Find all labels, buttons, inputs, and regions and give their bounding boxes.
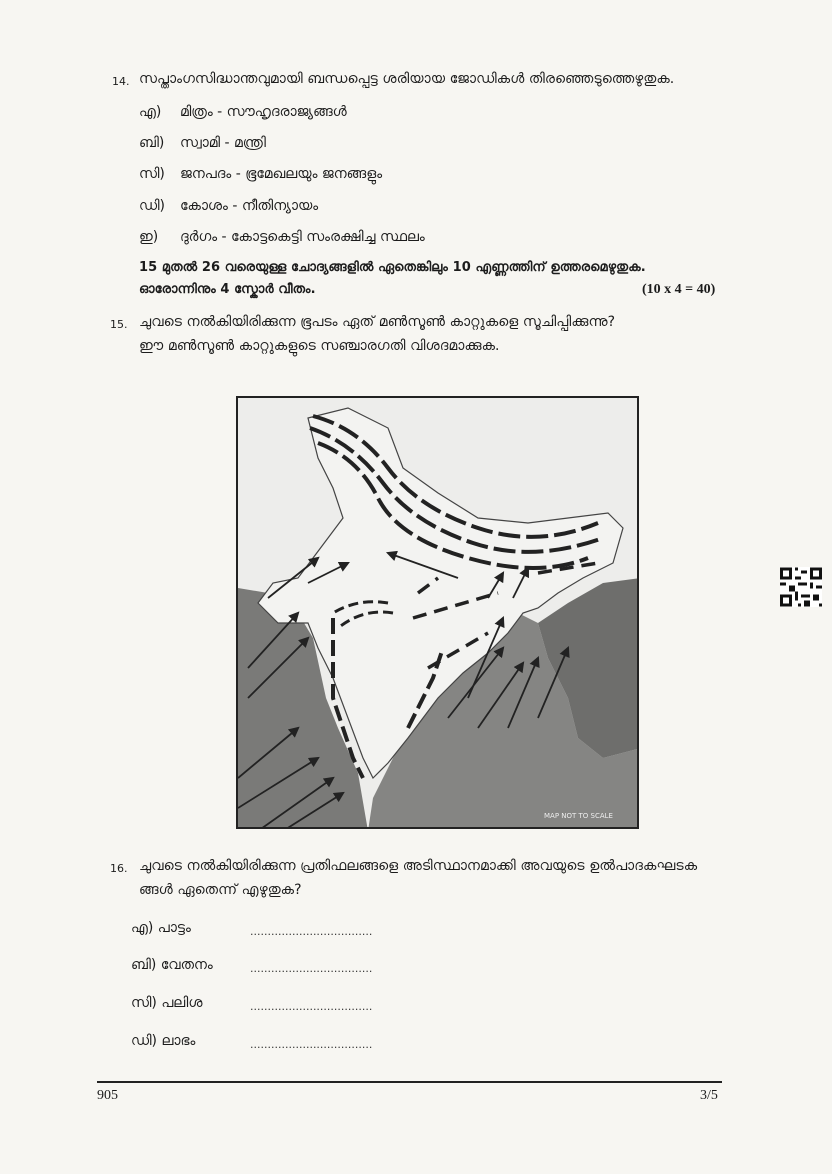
q16-item-c-label: സി) പലിശ — [131, 995, 203, 1011]
question-14-number: 14. — [112, 75, 130, 88]
q16-item-d-answer-line[interactable]: ................................... — [250, 1038, 373, 1051]
q16-item-b-answer-line[interactable]: ................................... — [250, 962, 373, 975]
qr-code-pattern — [780, 567, 822, 607]
q14-option-e-label: ഇ) — [139, 229, 159, 245]
footer-divider — [97, 1081, 722, 1083]
q16-item-c-answer-line[interactable]: ................................... — [250, 1000, 373, 1013]
map-caption: MAP NOT TO SCALE — [544, 812, 613, 820]
q14-option-a-text: മിത്രം - സൗഹൃദരാജ്യങ്ങൾ — [180, 104, 347, 120]
monsoon-map-drawing — [238, 398, 639, 829]
q14-option-b-text: സ്വാമി - മന്ത്രി — [180, 135, 266, 151]
q14-option-a-label: എ) — [139, 104, 162, 120]
question-16-line-1: ചുവടെ നൽകിയിരിക്കുന്ന പ്രതിഫലങ്ങളെ അടിസ്ഥാനമാക്കി അവയുടെ ഉൽപാദകഘടക — [139, 858, 698, 874]
q14-option-b-label: ബി) — [139, 135, 165, 151]
question-15-number: 15. — [110, 318, 128, 331]
monsoon-map — [236, 396, 639, 829]
instruction-marks: (10 x 4 = 40) — [642, 282, 716, 297]
qr-code — [780, 567, 822, 607]
footer-code: 905 — [97, 1088, 118, 1103]
q14-option-c-label: സി) — [139, 166, 165, 182]
question-16-line-2: ങ്ങൾ ഏതെന്ന് എഴുതുക? — [139, 882, 302, 898]
q16-item-d-label: ഡി) ലാഭം — [131, 1033, 196, 1049]
q14-option-d-text: കോശം - നീതിന്യായം — [180, 198, 319, 214]
q16-item-b-label: ബി) വേതനം — [131, 957, 213, 973]
q16-item-a-label: എ) പാട്ടം — [131, 920, 191, 936]
q14-option-c-text: ജനപദം - ഭൂമേഖലയും ജനങ്ങളും — [180, 166, 383, 182]
instruction-line-2: ഓരോന്നിനും 4 സ്കോർ വീതം. — [139, 282, 316, 297]
instruction-line-1: 15 മുതൽ 26 വരെയുള്ള ചോദ്യങ്ങളിൽ ഏതെങ്കിലും 10 എണ്ണത്തിന് ഉത്തരമെഴുതുക. — [139, 260, 646, 275]
q14-option-d-label: ഡി) — [139, 198, 166, 214]
q14-option-e-text: ദുർഗം - കോട്ടകെട്ടി സംരക്ഷിച്ച സ്ഥലം — [180, 229, 425, 245]
footer-page-number: 3/5 — [700, 1088, 718, 1103]
question-15-line-2: ഈ മൺസൂൺ കാറ്റുകളുടെ സഞ്ചാരഗതി വിശദമാക്കുക. — [139, 338, 500, 354]
question-14-text: സപ്താംഗസിദ്ധാന്തവുമായി ബന്ധപ്പെട്ട ശരിയായ ജോഡികൾ തിരഞ്ഞെടുത്തെഴുതുക. — [139, 71, 675, 87]
question-16-number: 16. — [110, 862, 128, 875]
question-15-line-1: ചുവടെ നൽകിയിരിക്കുന്ന ഭൂപടം ഏത് മൺസൂൺ കാറ്റുകളെ സൂചിപ്പിക്കുന്നു? — [139, 314, 616, 330]
q16-item-a-answer-line[interactable]: ................................... — [250, 925, 373, 938]
